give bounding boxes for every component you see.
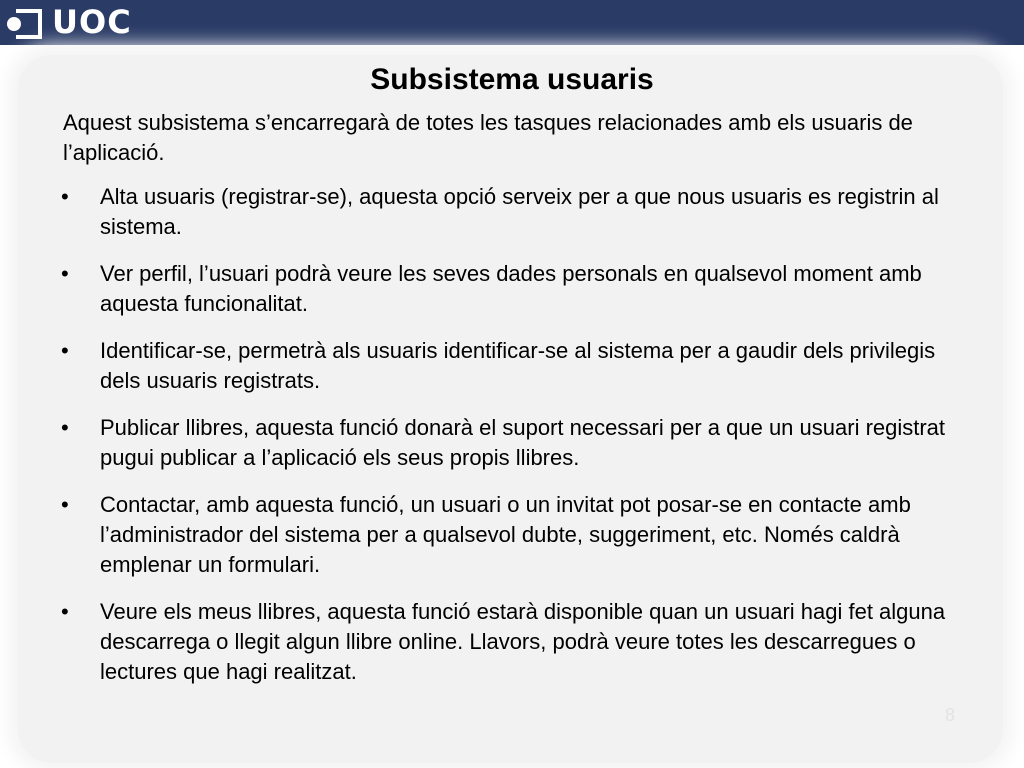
uoc-logo	[0, 0, 135, 45]
bullet-item	[63, 413, 963, 473]
bullet-dot-icon: •	[61, 492, 69, 517]
slide-content	[63, 108, 963, 704]
bullet-item	[63, 182, 963, 242]
uoc-logo-icon	[4, 5, 44, 41]
bullet-text: Ver perfil, l’usuari podrà veure les seves dades personals en qualsevol moment amb aquesta funcionalitat.	[100, 261, 922, 316]
logo-text: UOC	[52, 3, 132, 41]
bullet-list	[63, 182, 963, 687]
page-number: 8	[945, 705, 956, 725]
bullet-text: Veure els meus llibres, aquesta funció estarà disponible quan un usuari hagi fet alguna descarrega o llegit algun llibre online. Llavors, podrà veure totes les descarregues o lectures que hagi realitzat.	[100, 599, 946, 684]
bullet-dot-icon: •	[61, 338, 69, 363]
bullet-dot-icon: •	[61, 261, 69, 286]
bullet-dot-icon: •	[61, 599, 69, 624]
bullet-item	[63, 336, 963, 396]
bullet-dot-icon: •	[61, 184, 69, 209]
intro-paragraph: Aquest subsistema s’encarregarà de totes les tasques relacionades amb els usuaris de l’aplicació.	[63, 110, 913, 165]
bullet-item	[63, 259, 963, 319]
bullet-text: Contactar, amb aquesta funció, un usuari o un invitat pot posar-se en contacte amb l’administrador del sistema per a qualsevol dubte, suggeriment, etc. Només caldrà emplenar un formulari.	[100, 492, 911, 577]
slide-title: Subsistema usuaris	[370, 63, 654, 96]
bullet-item	[63, 597, 963, 687]
bullet-text: Publicar llibres, aquesta funció donarà el suport necessari per a que un usuari registrat pugui publicar a l’aplicació els seus propis llibres.	[100, 415, 946, 470]
bullet-dot-icon: •	[61, 415, 69, 440]
bullet-text: Alta usuaris (registrar-se), aquesta opció serveix per a que nous usuaris es registrin al sistema.	[100, 184, 939, 239]
header-bar	[0, 0, 1024, 45]
bullet-text: Identificar-se, permetrà als usuaris identificar-se al sistema per a gaudir dels privilegis dels usuaris registrats.	[100, 338, 936, 393]
bullet-item	[63, 490, 963, 580]
